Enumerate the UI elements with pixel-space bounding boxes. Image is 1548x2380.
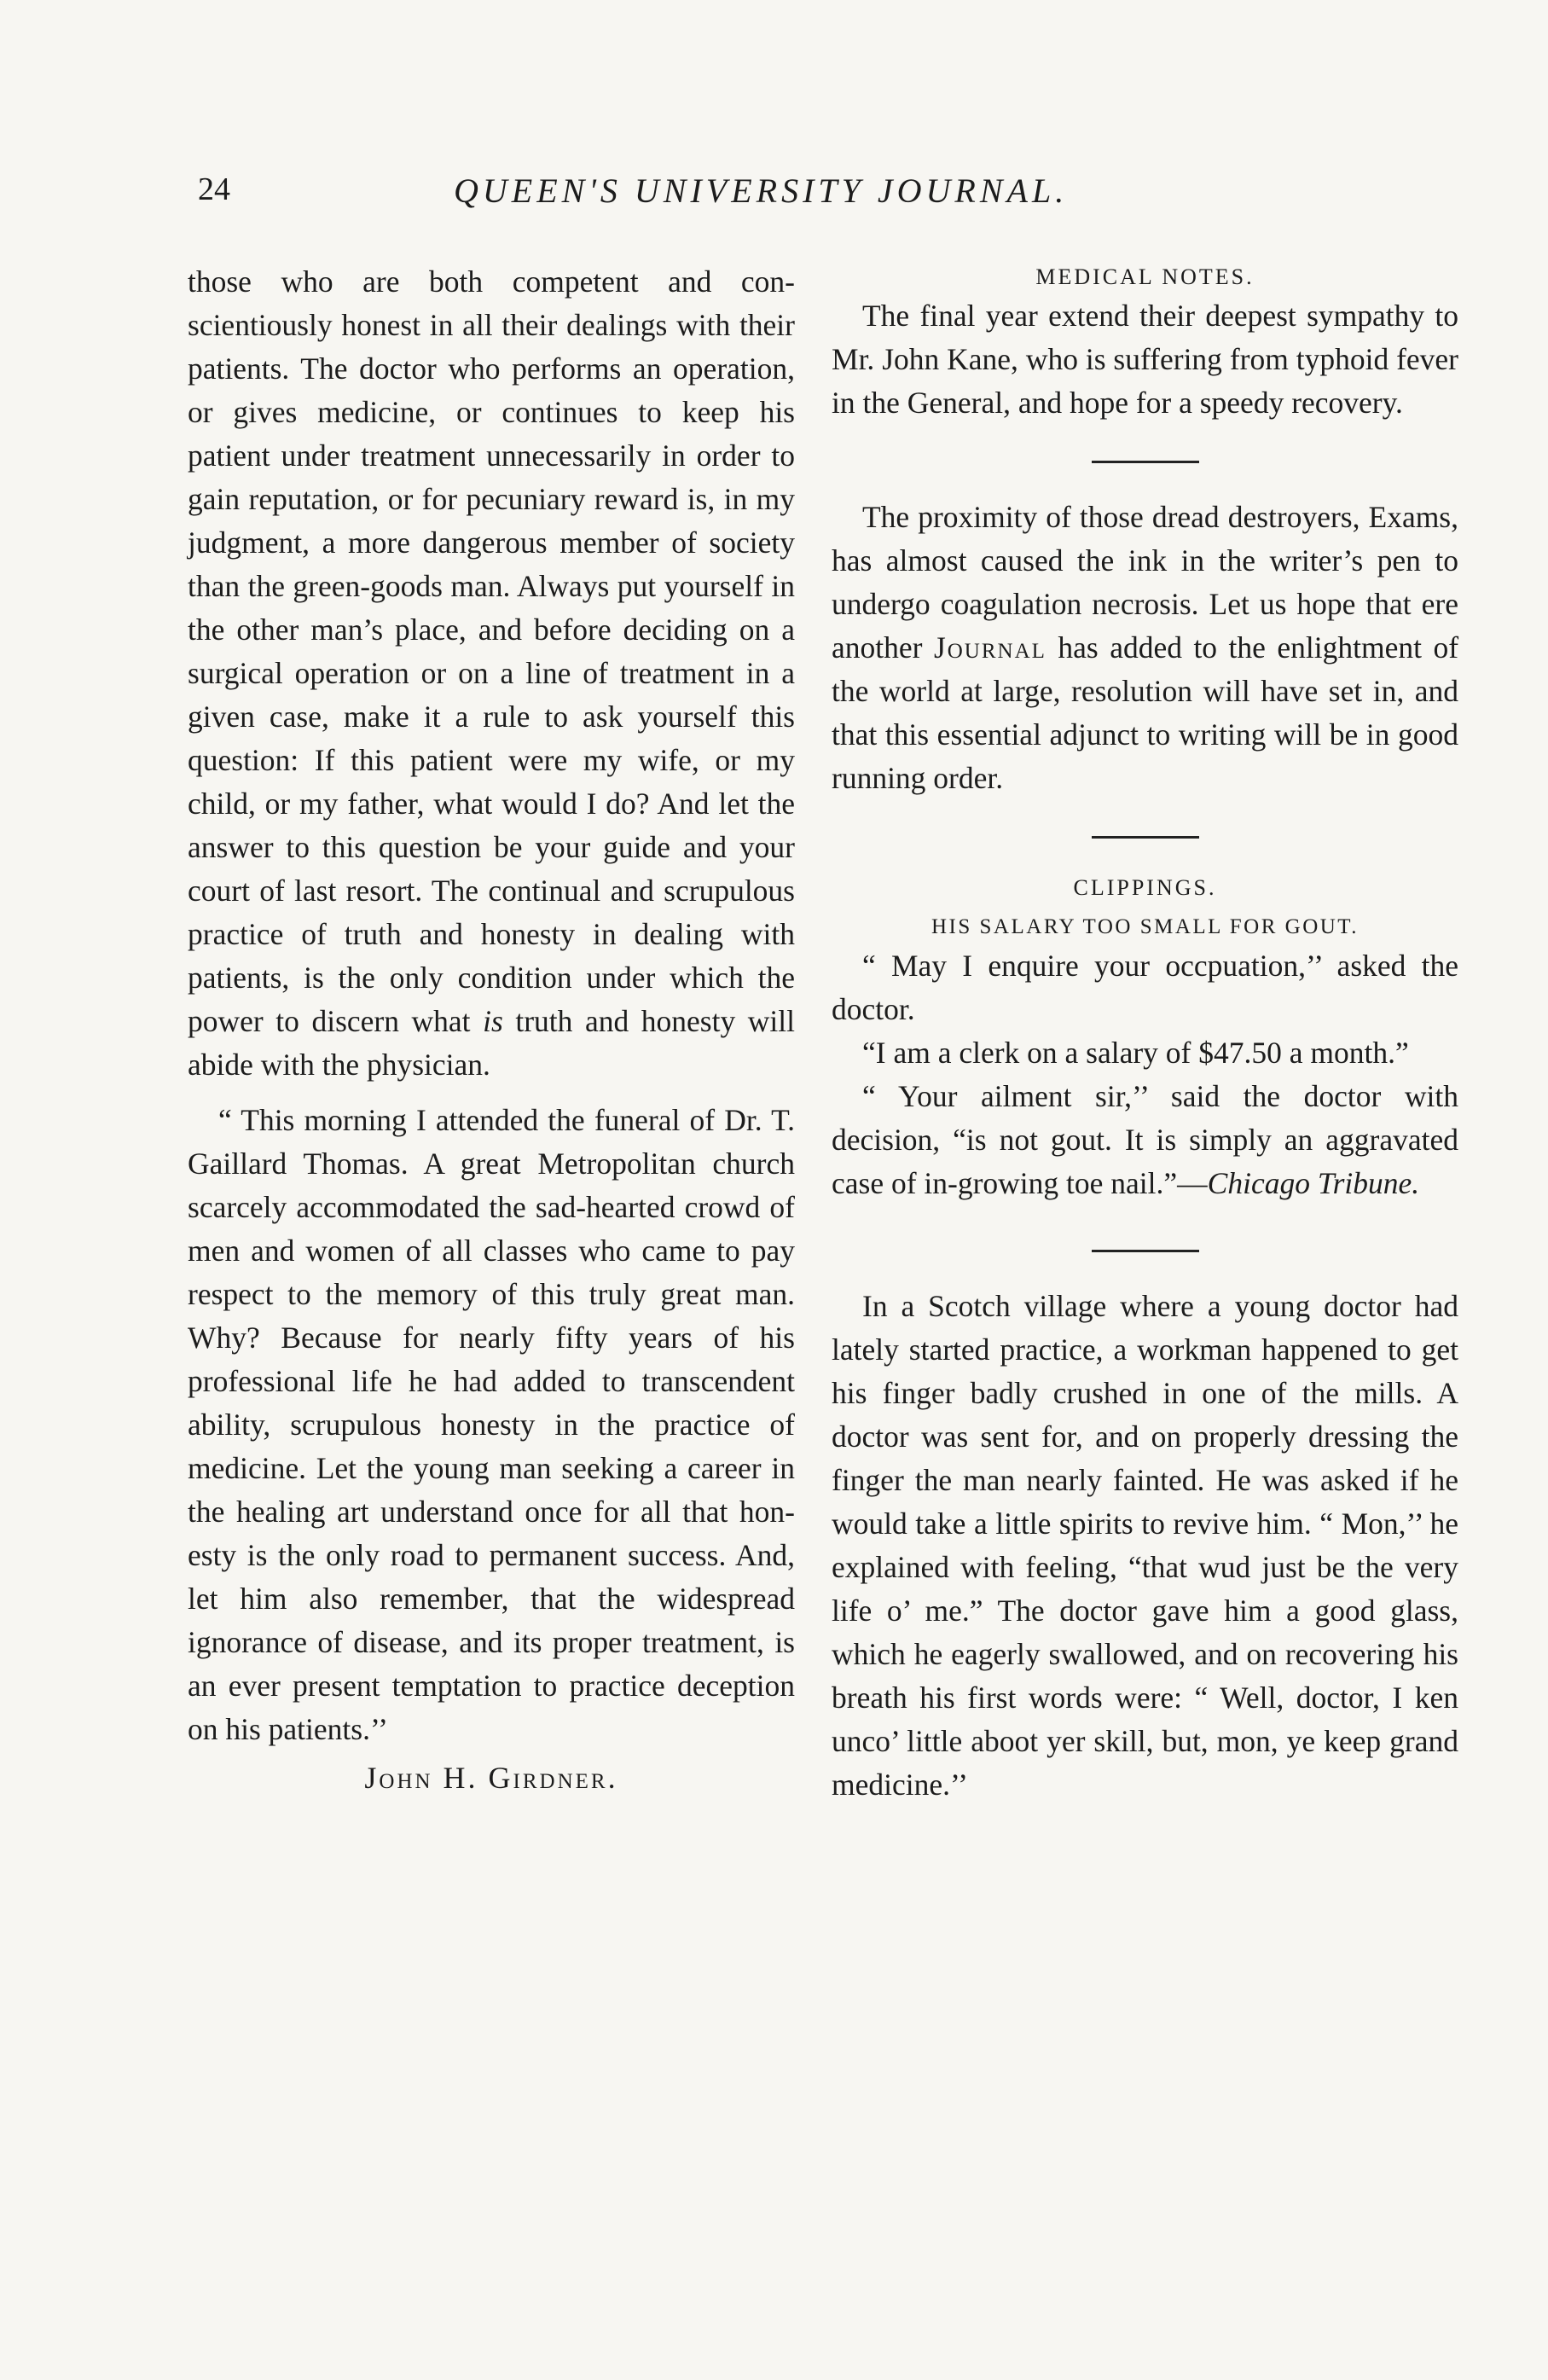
left-paragraph-1-text: those who are both competent and conscientiously honest in all their dealings with their patients. The doctor who performs an operation, or gives medicine, or continues to keep his patient under treatment unnecessarily in order to gain reputation, or for pecuniary reward is, in my judgment, a more dangerous member of society than the green-goods man. Always put yourself in the other man’s place, and before deciding on a surgical operation or on a line of treatment in a given case, make it a rule to ask yourself this question: If this patient were my wife, or my child, or my father, what would I do? And let the answer to this question be your guide and your court of last resort. The continual and scrupulous practice of truth and honesty in dealing with patients, is the only condition under which the power to discern what <box>188 264 795 1038</box>
medical-notes-heading: MEDICAL NOTES. <box>1035 264 1255 289</box>
scotch-story-paragraph: In a Scotch village where a young doctor had lately started practice, a workman happened to get his finger badly crushed in one of the mills. A doctor was sent for, and on properly dressing the finger the man nearly fainted. He was asked if he would take a little spirits to revive him. “ Mon,’’ he explained with feeling, “that wud just be the very life o’ me.” The doctor gave him a good glass, which he eagerly swallowed, and on recovering his breath his first words were: “ Well, doctor, I ken unco’ little aboot yer skill, but, mon, ye keep grand medicine.’’ <box>832 1289 1458 1802</box>
right-column <box>832 260 1458 1807</box>
left-paragraph-2: “ This morning I attended the funeral of Dr. T. Gaillard Thomas. A great Metropolitan church scarcely accommodated the sad-hearted crowd of men and women of all classes who came to pay respect to the memory of this truly great man. Why? Because for nearly fifty years of his professional life he had added to transcendent ability, scrupulous honesty in the practice of medicine. Let the young man seeking a career in the healing art understand once for all that honesty is the only road to permanent success. And, let him also remember, that the widespread ignorance of disease, and its proper treatment, is an ever present temptation to practice deception on his patients.’’ <box>188 1103 795 1746</box>
left-paragraph-1-end: truth and honesty will abide with the physician. <box>188 1004 795 1082</box>
journal-title: QUEEN'S UNIVERSITY JOURNAL. <box>454 171 1069 210</box>
author-signature: John H. Girdner. <box>364 1761 618 1795</box>
medical-notes-paragraph-2 <box>832 496 1458 800</box>
clipping-paragraph-1: “ May I enquire your occpuation,’’ asked the doctor. <box>832 949 1458 1026</box>
clipping-paragraph-3-text: “ Your ailment sir,’’ said the doctor with decision, “is not gout. It is simply an aggravated case of in-growing toe nail.”— <box>832 1079 1458 1200</box>
medical-notes-paragraph-2-start: The proximity of those dread destroyers, Exams, has almost caused the ink in the writer’s pen to undergo coagulation necrosis. Let us hope that ere another <box>832 500 1458 665</box>
medical-notes-paragraph-1: The final year extend their deepest sympathy to Mr. John Kane, who is suffering from typhoid fever in the General, and hope for a speedy recovery. <box>832 299 1458 420</box>
medical-notes-paragraph-2-end: has added to the enlightment of the world at large, resolution will have set in, and that this essential adjunct to writing will be in good running order. <box>832 630 1459 795</box>
clipping-paragraph-2: “I am a clerk on a salary of $47.50 a month.” <box>862 1036 1409 1070</box>
left-paragraph-1 <box>188 260 795 1087</box>
emphasis-is: is <box>483 1004 503 1038</box>
journal-reference: Journal <box>933 630 1046 665</box>
clipping-paragraph-3 <box>832 1075 1458 1205</box>
clipping-source: Chicago Tribune. <box>1207 1166 1420 1200</box>
page-number: 24 <box>198 171 230 207</box>
clippings-heading: CLIPPINGS. <box>1073 875 1217 900</box>
page-header <box>198 171 1477 222</box>
section-divider <box>1092 1250 1199 1252</box>
clipping-title: HIS SALARY TOO SMALL FOR GOUT. <box>931 915 1359 938</box>
left-column <box>188 260 795 1800</box>
section-divider <box>1092 836 1199 839</box>
section-divider <box>1092 461 1199 463</box>
